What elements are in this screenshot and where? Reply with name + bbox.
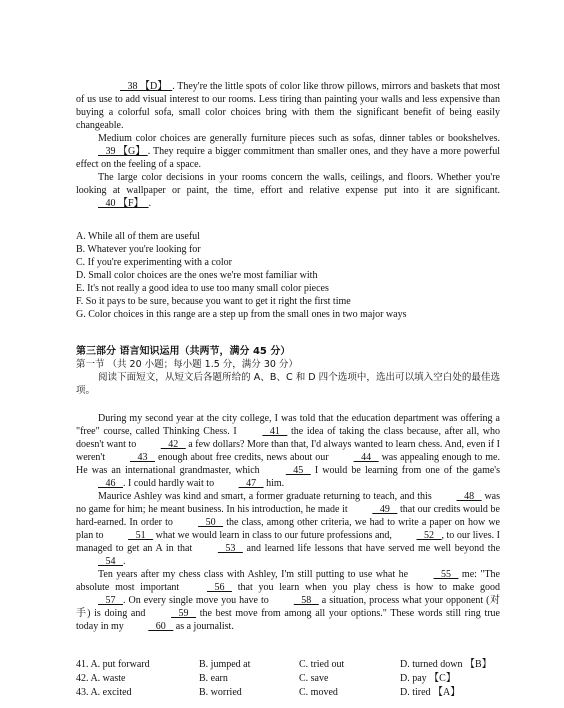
blank-54: 54 <box>98 556 123 567</box>
q42-option-c: C. save <box>299 673 329 684</box>
blank-55: 55 <box>433 569 459 580</box>
blank-53: 53 <box>217 543 243 554</box>
option-a: A. While all of them are useful <box>76 231 200 242</box>
q43-option-b: B. worried <box>199 687 242 698</box>
blank-43: 43 <box>130 452 156 463</box>
q43-option-a: 43. A. excited <box>76 687 132 698</box>
reading-passage <box>76 80 500 210</box>
passage-paragraph-3: The large color decisions in your rooms concern the walls, ceilings, and floors. Whether you're looking at wallpaper or paint, the time, effort and relative expense put into it are significant. 40 【F】 . <box>76 172 500 209</box>
blank-58: 58 <box>293 595 319 606</box>
blank-59: 59 <box>171 608 197 619</box>
q42-option-b: B. earn <box>199 673 228 684</box>
answer-blank-38: 38 【D】 <box>120 81 173 92</box>
blank-49: 49 <box>372 504 398 515</box>
q41-option-a: 41. A. put forward <box>76 659 150 670</box>
option-d: D. Small color choices are the ones we're most familiar with <box>76 270 318 281</box>
question-row-42 <box>76 672 500 686</box>
part3-header <box>76 345 500 397</box>
cloze-paragraph-1: During my second year at the city college, I was told that the education department was offering a "free" course, called Thinking Chess. I 41 the idea of taking the class because, after all, who doesn't want to 42 a few dollars? More than that, I'd always wanted to learn chess. And, even if I weren't 43 enough about free credits, news about our 44 was appealing enough to me. He was an international grandmaster, which 45 I would be learning from one of the game's 46 . I could hardly wait to 47 him. <box>76 413 501 489</box>
q41-option-d: D. turned down 【B】 <box>400 659 492 670</box>
passage-paragraph-1: 38 【D】 . They're the little spots of color like throw pillows, mirrors and baskets that most of us use to add visual interest to our rooms. Less tiring than painting your walls and less expensive than buying a colorful sofa, small color choices bring with them the significant benefit of being easily changeable. <box>76 81 500 131</box>
blank-57: 57 <box>98 595 123 606</box>
blank-42: 42 <box>160 439 186 450</box>
question-options <box>76 658 500 700</box>
q42-option-d: D. pay 【C】 <box>400 673 456 684</box>
section-title: 第一节 （共 20 小题；每小题 1.5 分，满分 30 分） <box>76 359 298 370</box>
part3-heading: 第三部分 语言知识运用（共两节，满分 45 分） <box>76 346 291 357</box>
blank-56: 56 <box>206 582 232 593</box>
blank-44: 44 <box>353 452 379 463</box>
question-row-41 <box>76 658 500 672</box>
q43-option-d: D. tired 【A】 <box>400 687 461 698</box>
blank-47: 47 <box>238 478 264 489</box>
option-b: B. Whatever you're looking for <box>76 244 201 255</box>
option-c: C. If you're experimenting with a color <box>76 257 232 268</box>
blank-45: 45 <box>285 465 311 476</box>
blank-52: 52 <box>416 530 442 541</box>
option-e: E. It's not really a good idea to use too many small color pieces <box>76 283 329 294</box>
blank-46: 46 <box>98 478 123 489</box>
blank-51: 51 <box>128 530 154 541</box>
options-list <box>76 230 500 321</box>
instruction-text: 阅读下面短文，从短文后各题所给的 A、B、C 和 D 四个选项中，选出可以填入空白处的最佳选项。 <box>76 372 500 396</box>
answer-blank-40: 40 【F】 <box>98 198 149 209</box>
q43-option-c: C. moved <box>299 687 338 698</box>
cloze-paragraph-3: Ten years after my chess class with Ashley, I'm still putting to use what he 55 me: "The absolute most important 56 that you learn when you play chess is how to make good 57 . On every single move you have to 58 a situation, process what your opponent (对手) is doing and 59 the best move from among all your options." These words still ring true today in my 60 as a journalist. <box>76 569 501 632</box>
blank-50: 50 <box>198 517 224 528</box>
blank-48: 48 <box>456 491 482 502</box>
q42-option-a: 42. A. waste <box>76 673 126 684</box>
option-g: G. Color choices in this range are a step up from the small ones in two major ways <box>76 309 407 320</box>
question-row-43 <box>76 686 500 700</box>
cloze-paragraph-2: Maurice Ashley was kind and smart, a former graduate returning to teach, and this 48 was no game for him; he meant business. In his introduction, he made it 49 that our credits would be hard-earned. In order to 50 the class, among other criteria, we had to write a paper on how we plan to 51 what we would learn in class to our future professions and, 52 , to our lives. I managed to get an A in that 53 and learned life lessons that have served me well beyond the 54 . <box>76 491 501 567</box>
passage-paragraph-2: Medium color choices are generally furniture pieces such as sofas, dinner tables or bookshelves. 39 【G】 . They require a bigger commitment than smaller ones, and they have a more powerful effect on the feeling of a space. <box>76 133 500 170</box>
blank-60: 60 <box>148 621 174 632</box>
q41-option-c: C. tried out <box>299 659 345 670</box>
blank-41: 41 <box>262 426 288 437</box>
option-f: F. So it pays to be sure, because you want to get it right the first time <box>76 296 351 307</box>
answer-blank-39: 39 【G】 <box>98 146 148 157</box>
cloze-passage <box>76 412 500 633</box>
q41-option-b: B. jumped at <box>199 659 251 670</box>
